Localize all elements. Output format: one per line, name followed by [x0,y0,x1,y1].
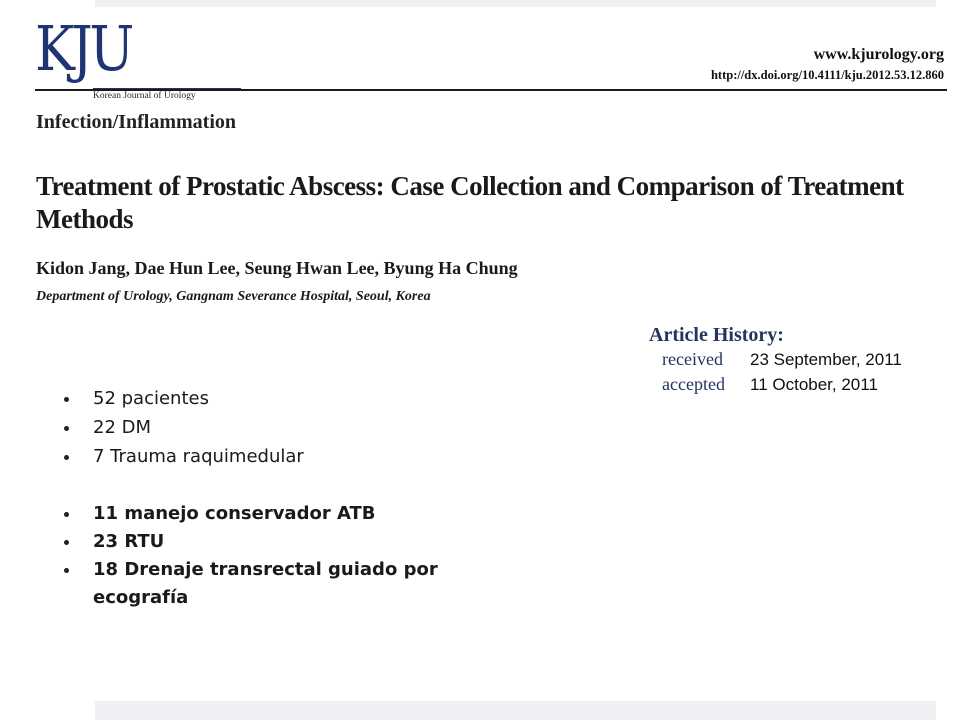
article-authors: Kidon Jang, Dae Hun Lee, Seung Hwan Lee, Byung Ha Chung [36,258,518,278]
kju-logo [35,12,235,101]
history-heading: Article History: [649,324,784,346]
history-date: 11 October, 2011 [750,375,878,394]
logo-letters: KJU [35,12,131,85]
logo-subtitle: Korean Journal of Urology [93,91,196,101]
history-row-received [649,349,939,374]
history-label: received [662,349,723,369]
bullet-item: 11 manejo conservador ATB [62,500,522,528]
header-divider [35,89,947,91]
article-history [649,324,939,399]
patient-bullets [62,384,522,471]
top-band [95,0,936,7]
bullet-item: 7 Trauma raquimedular [62,442,522,471]
bullet-item: 52 pacientes [62,384,522,413]
treatment-bullets [62,500,522,612]
history-label: accepted [662,374,725,394]
article-title: Treatment of Prostatic Abscess: Case Collection and Comparison of Treatment Methods [36,171,904,234]
history-row-accepted [649,374,939,399]
bullet-item: 23 RTU [62,528,522,556]
doi-link[interactable]: http://dx.doi.org/10.4111/kju.2012.53.12.860 [710,68,944,82]
article-affiliation: Department of Urology, Gangnam Severance Hospital, Seoul, Korea [36,289,431,304]
summary-bullets [62,384,522,612]
bullet-item: 22 DM [62,413,522,442]
bullet-item: 18 Drenaje transrectal guiado por ecografía [62,556,522,612]
history-date: 23 September, 2011 [750,350,902,369]
journal-website[interactable]: www.kjurology.org [813,46,944,63]
bottom-band [95,701,936,720]
article-category: Infection/Inflammation [36,111,236,133]
